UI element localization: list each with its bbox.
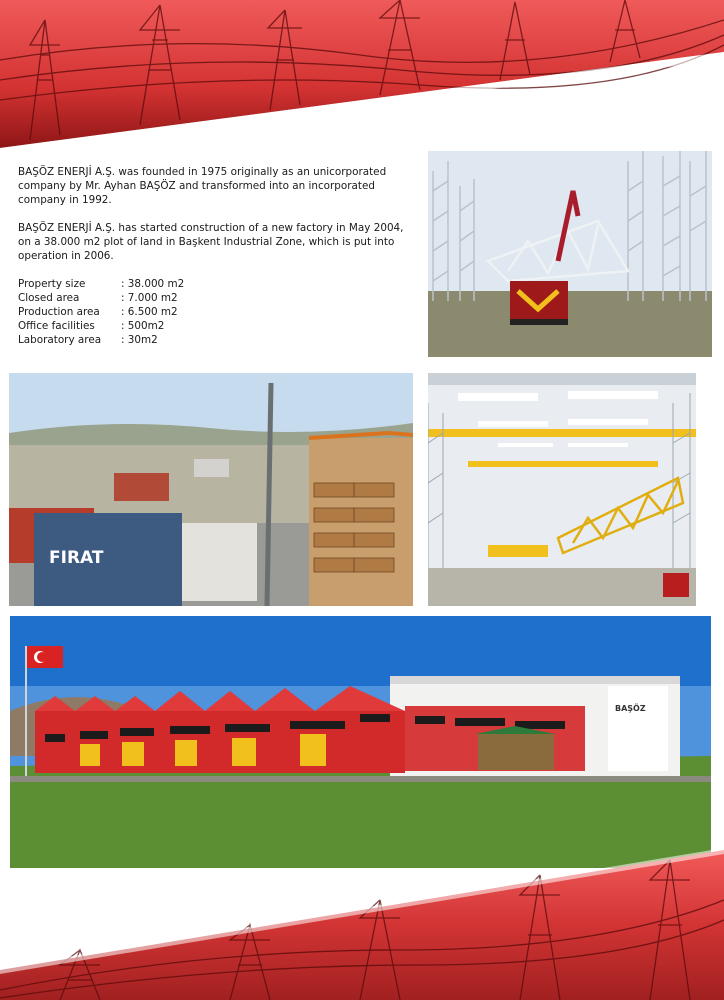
truck-logo: FIRAT bbox=[49, 548, 104, 568]
bottom-banner bbox=[0, 840, 724, 1000]
fact-row bbox=[18, 319, 184, 333]
fact-label: Laboratory area bbox=[18, 334, 102, 346]
fact-row bbox=[18, 277, 184, 291]
fact-row bbox=[18, 333, 184, 347]
company-intro bbox=[18, 165, 418, 347]
fact-value: : 30m2 bbox=[121, 334, 158, 346]
fact-label: Production area bbox=[18, 306, 100, 318]
fact-value: : 500m2 bbox=[121, 320, 165, 332]
fact-value: : 6.500 m2 bbox=[121, 306, 178, 318]
power-lines-banner-image bbox=[0, 0, 724, 150]
fact-row bbox=[18, 291, 184, 305]
fact-value: : 38.000 m2 bbox=[121, 278, 185, 290]
facility-facts-table bbox=[18, 277, 184, 347]
intro-paragraph-factory: BAŞÖZ ENERJİ A.Ş. has started construction of a new factory in May 2004, on a 38.000 m2 plot of land in Başkent Industrial Zone, which is put into operation in 2006. bbox=[18, 222, 404, 262]
power-lines-banner-image bbox=[0, 840, 724, 1000]
intro-paragraph-founding: BAŞÖZ ENERJİ A.Ş. was founded in 1975 originally as an unicorporated company by Mr. Ayhan BAŞÖZ and transformed into an incorporated company in 1992. bbox=[18, 166, 387, 206]
fact-label: Closed area bbox=[18, 292, 80, 304]
production-hall-photo bbox=[428, 373, 696, 606]
building-sign: BAŞÖZ bbox=[615, 704, 646, 713]
top-banner bbox=[0, 0, 724, 150]
fact-label: Office facilities bbox=[18, 320, 95, 332]
fact-row bbox=[18, 305, 184, 319]
factory-exterior-photo bbox=[10, 616, 711, 868]
fact-label: Property size bbox=[18, 278, 86, 290]
fact-value: : 7.000 m2 bbox=[121, 292, 178, 304]
truck-yard-photo bbox=[9, 373, 413, 606]
crane-truss-photo bbox=[428, 151, 712, 357]
